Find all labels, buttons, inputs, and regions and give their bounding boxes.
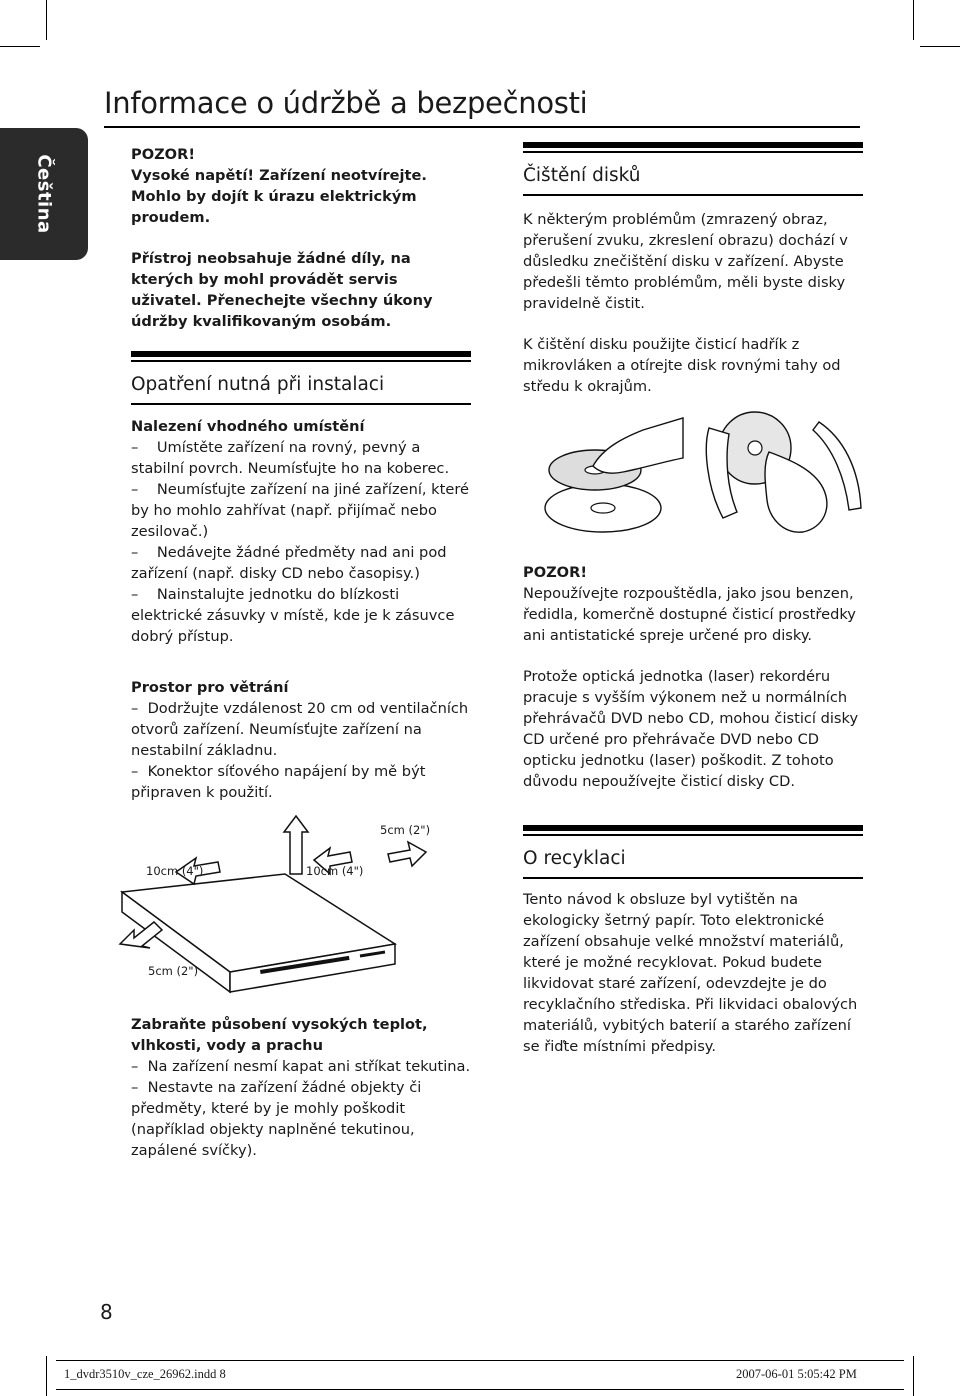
list-item: – Nestavte na zařízení žádné objekty či předměty, které by je mohly poškodit (například objekty naplněné tekutinou, zapálené svíčky). <box>131 1079 422 1159</box>
disc-hole <box>748 441 762 455</box>
ventilation-section <box>131 677 471 803</box>
heading-rule <box>131 403 471 405</box>
warning-line: Mohlo by dojít k úrazu elektrickým <box>131 188 417 205</box>
footer-rule <box>56 1360 904 1361</box>
language-tab <box>0 128 88 260</box>
warning-block <box>131 144 471 332</box>
footer-date: 2007-06-01 5:05:42 PM <box>736 1367 857 1381</box>
cleaning-heading: Čištění disků <box>523 165 641 186</box>
warning-line: Vysoké napětí! Zařízení neotvírejte. <box>131 167 427 184</box>
arrow-right-icon <box>388 842 426 866</box>
recycling-heading-block <box>523 825 863 879</box>
service-text: Přístroj neobsahuje žádné díly, na kterých by mohl provádět servis uživatel. Přenechejte všechny úkony údržby kvalifikovaným osobám. <box>131 250 433 330</box>
ventilation-title: Prostor pro větrání <box>131 679 289 696</box>
page-title: Informace o údržbě a bezpečnosti <box>104 86 588 120</box>
heading-rule <box>523 877 863 879</box>
cleaning-paragraph: K čištění disku použijte čisticí hadřík z mikrovláken a otírejte disk rovnými tahy od středu k okrajům. <box>523 336 841 395</box>
list-item: – Umístěte zařízení na rovný, pevný a stabilní povrch. Neumísťujte ho na koberec. <box>131 439 450 477</box>
list-item: – Dodržujte vzdálenost 20 cm od ventilačních otvorů zařízení. Neumísťujte zařízení na nestabilní základnu. <box>131 700 469 759</box>
recycling-text <box>523 889 863 1057</box>
disc-cleaning-illustration <box>523 408 863 554</box>
title-rule <box>104 126 860 128</box>
caution-block <box>523 562 863 792</box>
installation-heading: Opatření nutná při instalaci <box>131 374 385 395</box>
heading-rule <box>523 194 863 196</box>
protection-section <box>131 1014 471 1161</box>
crop-mark <box>913 1356 914 1396</box>
list-item: – Na zařízení nesmí kapat ani stříkat tekutina. <box>131 1058 471 1075</box>
heading-rule <box>523 825 863 831</box>
recycling-paragraph: Tento návod k obsluze byl vytištěn na ekologicky šetrný papír. Toto elektronické zařízení obsahuje velké množství materiálů, které je možné recyklovat. Pokud budete likvidovat staré zařízení, odevzdejte je do recyklačního střediska. Při likvidaci obalových materiálů, vybitých baterií a starého zařízení se řiďte místními předpisy. <box>523 891 858 1055</box>
language-tab-label: Čeština <box>33 154 55 234</box>
page-number: 8 <box>100 1300 113 1324</box>
hand-icon <box>593 418 683 473</box>
list-item: – Neumísťujte zařízení na jiné zařízení, které by ho mohlo zahřívat (např. přijímač nebo zesilovač.) <box>131 481 469 540</box>
diagram-label-center: 10cm (4") <box>306 864 364 878</box>
placement-section <box>131 416 471 647</box>
cleaning-heading-block <box>523 142 863 196</box>
crop-mark <box>46 0 47 40</box>
diagram-label-bottom-left: 5cm (2") <box>148 964 199 978</box>
caution-paragraph: Protože optická jednotka (laser) rekordéru pracuje s vyšším výkonem než u normálních přehrávačů DVD nebo CD, mohou čisticí disky CD určené pro přehrávače DVD nebo CD opticku jednotku (laser) poškodit. Z tohoto důvodu nepoužívejte čisticí disky CD. <box>523 668 859 790</box>
heading-rule <box>131 351 471 357</box>
crop-mark <box>46 1356 47 1396</box>
list-item: – Nainstalujte jednotku do blízkosti elektrické zásuvky v místě, kde je k zásuvce dobrý přístup. <box>131 586 455 645</box>
disc-hole <box>591 503 615 513</box>
footer-rule <box>56 1389 904 1390</box>
installation-heading-block <box>131 351 471 405</box>
placement-title: Nalezení vhodného umístění <box>131 418 365 435</box>
caution-label: POZOR! <box>523 564 587 581</box>
cleaning-paragraph: K některým problémům (zmrazený obraz, přerušení zvuku, zkreslení obrazu) dochází v důsledku znečištění disku v zařízení. Abyste předešli těmto problémům, měli byste disky pravidelně čistit. <box>523 211 848 312</box>
cleaning-text <box>523 209 863 397</box>
list-item: – Nedávejte žádné předměty nad ani pod zařízení (např. disky CD nebo časopisy.) <box>131 544 447 582</box>
diagram-label-left: 10cm (4") <box>146 864 204 878</box>
caution-paragraph: Nepoužívejte rozpouštědla, jako jsou benzen, ředidla, komerčně dostupné čisticí prostředky ani antistatické spreje určené pro disky. <box>523 585 856 644</box>
list-item: – Konektor síťového napájení by mě být připraven k použití. <box>131 763 426 801</box>
crop-mark <box>0 46 40 47</box>
crop-mark <box>913 0 914 40</box>
warning-line: proudem. <box>131 209 211 226</box>
heading-rule <box>523 142 863 148</box>
protection-title: Zabraňte působení vysokých teplot, vlhkosti, vody a prachu <box>131 1016 428 1054</box>
warning-label: POZOR! <box>131 146 195 163</box>
diagram-label-top-right: 5cm (2") <box>380 823 431 837</box>
arrow-up-icon <box>284 816 308 874</box>
crop-mark <box>920 46 960 47</box>
recycling-heading: O recyklaci <box>523 848 626 869</box>
footer-file: 1_dvdr3510v_cze_26962.indd 8 <box>64 1367 226 1381</box>
cloth-icon <box>765 452 827 532</box>
